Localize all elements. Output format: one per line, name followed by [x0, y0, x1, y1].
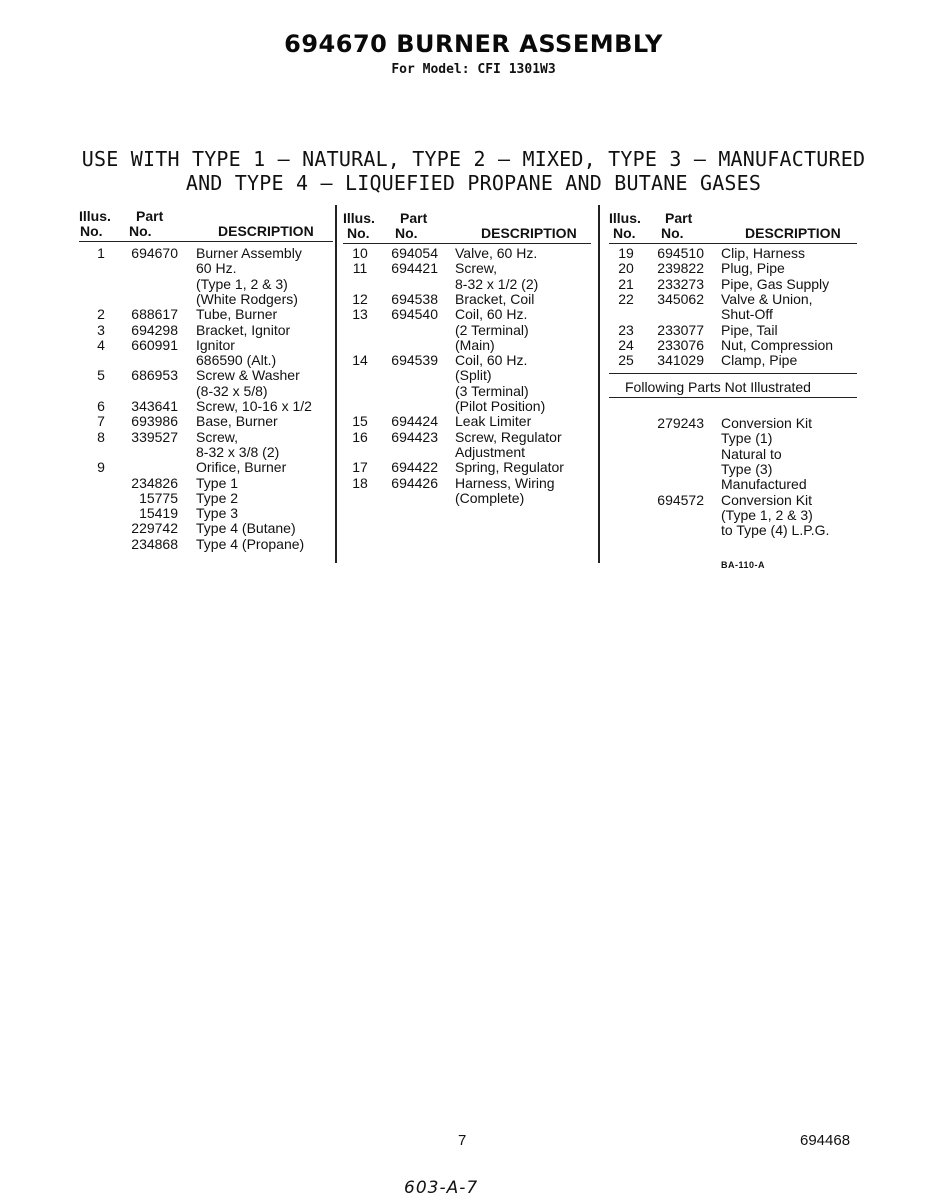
column-divider [598, 205, 600, 563]
illus-header-bottom: No. [347, 225, 370, 241]
page-number: 7 [458, 1132, 467, 1149]
illus-header-bottom: No. [80, 223, 103, 239]
part-header-bottom: No. [395, 225, 418, 241]
not-illustrated-rule-top [609, 373, 857, 374]
not-illustrated-rule-bottom [609, 397, 857, 398]
illus-header-top: Illus. [343, 210, 375, 226]
part-header-top: Part [665, 210, 693, 226]
description-header: DESCRIPTION [745, 225, 841, 241]
part-header-top: Part [136, 208, 164, 224]
page-subtitle: For Model: CFI 1301W3 [391, 62, 556, 77]
header-rule [609, 243, 857, 244]
page-title: 694670 BURNER ASSEMBLY [284, 30, 663, 58]
header-rule [79, 241, 333, 242]
description-header: DESCRIPTION [481, 225, 577, 241]
column-divider [335, 205, 337, 563]
part-header-top: Part [400, 210, 428, 226]
illus-header-bottom: No. [613, 225, 636, 241]
gas-type-note-line-2: AND TYPE 4 — LIQUEFIED PROPANE AND BUTANE GASES [185, 171, 762, 195]
header-rule [343, 243, 591, 244]
illus-header-top: Illus. [79, 208, 111, 224]
gas-type-note-line-1: USE WITH TYPE 1 — NATURAL, TYPE 2 — MIXED, TYPE 3 — MANUFACTURED [81, 147, 866, 171]
part-header-bottom: No. [661, 225, 684, 241]
part-header-bottom: No. [129, 223, 152, 239]
illus-header-top: Illus. [609, 210, 641, 226]
drawing-code: BA-110-A [721, 560, 766, 570]
description-header: DESCRIPTION [218, 223, 314, 239]
not-illustrated-caption: Following Parts Not Illustrated [625, 379, 811, 395]
handwritten-note: 603-A-7 [404, 1178, 479, 1198]
document-number: 694468 [800, 1132, 851, 1149]
